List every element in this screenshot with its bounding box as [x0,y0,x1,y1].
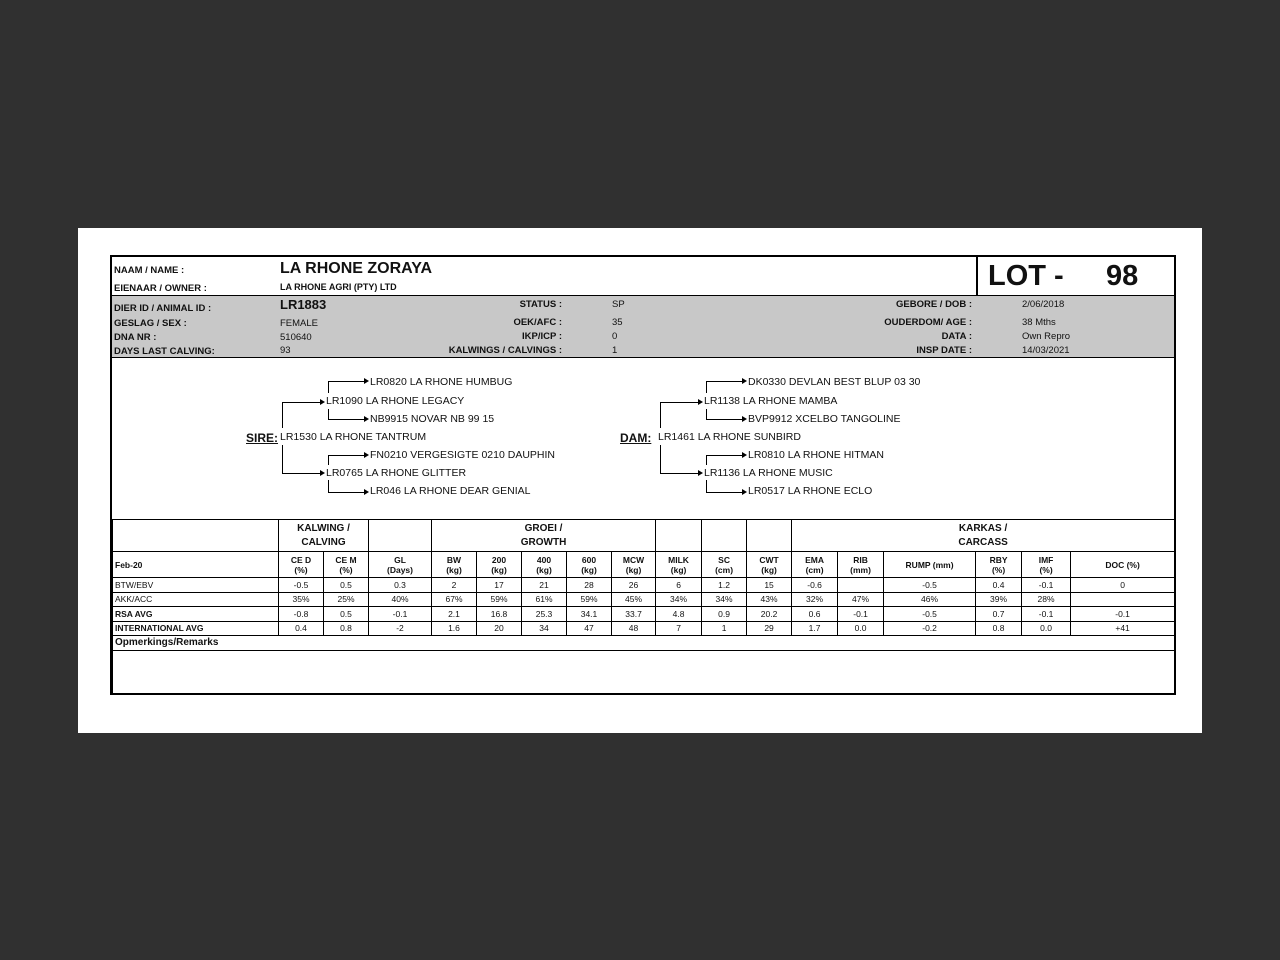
table-cell: 0.6 [792,607,838,622]
column-header: RIB (mm) [838,552,884,578]
lot-number: 98 [1106,260,1139,292]
table-cell: 0.5 [324,607,369,622]
dam-sire-sire-name: DK0330 DEVLAN BEST BLUP 03 30 [748,376,921,388]
arrow-icon [742,378,747,384]
table-cell: 35% [279,592,324,607]
table-row [113,592,1175,607]
table-cell: 0.0 [838,621,884,636]
arrow-icon [698,470,703,476]
table-cell: -0.1 [369,607,432,622]
table-cell: -0.5 [884,607,976,622]
row-label: BTW/EBV [113,578,279,593]
table-cell: 43% [747,592,792,607]
table-cell: 0.4 [976,578,1022,593]
table-cell: 25% [324,592,369,607]
table-cell: 34 [522,621,567,636]
table-cell: 29 [747,621,792,636]
arrow-icon [742,489,747,495]
table-cell: 61% [522,592,567,607]
remarks-area-row [113,650,1175,694]
sire-tree-line [282,402,283,428]
table-cell: 59% [567,592,612,607]
days-last-calving-value: 93 [280,345,291,356]
table-cell: 28% [1022,592,1071,607]
column-header: CE D (%) [279,552,324,578]
sire-tree-line [328,409,329,419]
table-cell: 39% [976,592,1022,607]
insp-date-value: 14/03/2021 [1022,345,1070,356]
table-cell: 4.8 [656,607,702,622]
column-header: MILK (kg) [656,552,702,578]
dob-value: 2/06/2018 [1022,299,1065,310]
table-cell: 17 [477,578,522,593]
sire-dam-sire-name: FN0210 VERGESIGTE 0210 DAUPHIN [370,449,555,461]
table-cell: -0.1 [1022,578,1071,593]
sex-value: FEMALE [280,318,319,329]
dam-sire-dam-name: BVP9912 XCELBO TANGOLINE [748,413,901,425]
column-header: BW (kg) [432,552,477,578]
dam-tree-line [706,381,744,382]
dam-dam-name: LR1136 LA RHONE MUSIC [704,467,833,479]
table-cell: 34% [656,592,702,607]
dna-value: 510640 [280,332,312,343]
column-header: 200 (kg) [477,552,522,578]
table-row [113,621,1175,636]
row-label: AKK/ACC [113,592,279,607]
table-group-header-row [113,520,1175,552]
sire-sire-name: LR1090 LA RHONE LEGACY [326,395,465,407]
dam-tree-line [706,480,707,492]
table-cell: -0.8 [279,607,324,622]
dam-tree-line [660,445,661,473]
dam-dam-dam-name: LR0517 LA RHONE ECLO [748,485,873,497]
table-cell: 2 [432,578,477,593]
owner-name: LA RHONE AGRI (PTY) LTD [280,282,397,292]
table-cell: 7 [656,621,702,636]
arrow-icon [364,489,369,495]
table-cell: -2 [369,621,432,636]
column-header: CWT (kg) [747,552,792,578]
dam-tree-line [706,409,707,419]
table-cell: 28 [567,578,612,593]
column-header: RUMP (mm) [884,552,976,578]
table-cell: 0.8 [976,621,1022,636]
table-cell: 25.3 [522,607,567,622]
column-header: 600 (kg) [567,552,612,578]
table-cell: -0.1 [838,607,884,622]
table-cell: 0.0 [1022,621,1071,636]
afc-value: 35 [612,317,623,328]
sire-sire-sire-name: LR0820 LA RHONE HUMBUG [370,376,513,388]
column-header: DOC (%) [1071,552,1175,578]
insp-date-label: INSP DATE : [916,345,972,356]
sire-tree-line [328,480,329,492]
table-cell: 45% [612,592,656,607]
dam-tree-line [706,419,744,420]
lot-card [110,255,1176,695]
table-cell: 1.2 [702,578,747,593]
calvings-label: KALWINGS / CALVINGS : [448,345,562,356]
row-label: INTERNATIONAL AVG [113,621,279,636]
blank-cell [113,520,279,552]
table-cell: 26 [612,578,656,593]
blank-cell [656,520,702,552]
sire-dam-name: LR0765 LA RHONE GLITTER [326,467,467,479]
dam-label: DAM: [620,431,652,445]
table-cell: -0.1 [1022,607,1071,622]
table-cell: +41 [1071,621,1175,636]
calvings-value: 1 [612,345,618,356]
lot-box [976,257,1176,295]
ebv-table [112,519,1175,695]
afc-label: OEK/AFC : [513,317,562,328]
sire-tree-line [282,473,322,474]
blank-cell [369,520,432,552]
remarks-label: Opmerkings/Remarks [113,636,1175,651]
dob-label: GEBORE / DOB : [895,299,972,310]
table-cell: 2.1 [432,607,477,622]
sire-sire-dam-name: NB9915 NOVAR NB 99 15 [370,413,495,425]
arrow-icon [742,416,747,422]
icp-value: 0 [612,331,618,342]
dam-tree-line [706,381,707,393]
status-value: SP [612,299,625,310]
animal-id-value: LR1883 [280,297,327,312]
table-cell: 0.5 [324,578,369,593]
dam-tree-line [660,402,700,403]
animal-id-label: DIER ID / ANIMAL ID : [114,303,212,314]
table-cell: -0.6 [792,578,838,593]
growth-group-header: GROEI / GROWTH [432,520,656,552]
dam-tree-line [706,492,744,493]
sire-name: LR1530 LA RHONE TANTRUM [280,431,427,443]
table-cell: 0.3 [369,578,432,593]
table-cell [838,578,884,593]
dam-tree-line [660,402,661,428]
animal-name: LA RHONE ZORAYA [280,260,433,277]
remarks-row [113,636,1175,651]
dna-label: DNA NR : [114,332,157,343]
sire-tree-line [328,419,366,420]
sire-tree-line [328,381,366,382]
table-cell: -0.5 [279,578,324,593]
arrow-icon [320,470,325,476]
table-cell: -0.1 [1071,607,1175,622]
table-cell: 48 [612,621,656,636]
table-cell: 6 [656,578,702,593]
calving-group-header: KALWING / CALVING [279,520,369,552]
data-value: Own Repro [1022,331,1071,342]
age-label: OUDERDOM/ AGE : [884,317,972,328]
table-cell: 0.4 [279,621,324,636]
table-row [113,607,1175,622]
table-cell: 32% [792,592,838,607]
column-header: IMF (%) [1022,552,1071,578]
sire-tree-line [282,445,283,473]
period-label: Feb-20 [113,552,279,578]
sire-dam-dam-name: LR046 LA RHONE DEAR GENIAL [370,485,531,497]
arrow-icon [364,416,369,422]
column-header: CE M (%) [324,552,369,578]
table-cell: 34% [702,592,747,607]
arrow-icon [320,399,325,405]
sex-label: GESLAG / SEX : [114,318,187,329]
table-cell: 67% [432,592,477,607]
column-header: EMA (cm) [792,552,838,578]
table-cell: 1 [702,621,747,636]
table-cell: 20 [477,621,522,636]
arrow-icon [364,378,369,384]
data-label: DATA : [941,331,972,342]
carcass-group-header: KARKAS / CARCASS [792,520,1175,552]
table-cell: 0.9 [702,607,747,622]
animal-info-band [112,295,1174,358]
sire-tree-line [328,455,329,465]
table-cell: 15 [747,578,792,593]
table-cell: 46% [884,592,976,607]
remarks-area [113,650,1175,694]
sire-tree-line [328,381,329,393]
arrow-icon [364,452,369,458]
table-cell [1071,592,1175,607]
table-cell: 34.1 [567,607,612,622]
blank-cell [702,520,747,552]
dam-dam-sire-name: LR0810 LA RHONE HITMAN [748,449,884,461]
table-column-header-row [113,552,1175,578]
table-cell: 47 [567,621,612,636]
name-label: NAAM / NAME : [114,265,185,276]
table-cell: 20.2 [747,607,792,622]
column-header: GL (Days) [369,552,432,578]
sire-tree-line [328,492,366,493]
blank-cell [747,520,792,552]
dam-name: LR1461 LA RHONE SUNBIRD [658,431,801,443]
row-label: RSA AVG [113,607,279,622]
table-cell: 33.7 [612,607,656,622]
age-value: 38 Mths [1022,317,1056,328]
arrow-icon [742,452,747,458]
table-cell: 16.8 [477,607,522,622]
table-cell: 21 [522,578,567,593]
dam-sire-name: LR1138 LA RHONE MAMBA [704,395,838,407]
table-cell: 0.8 [324,621,369,636]
table-cell: 0.7 [976,607,1022,622]
dam-tree-line [706,455,744,456]
sire-tree-line [282,402,322,403]
table-cell: 47% [838,592,884,607]
dam-tree-line [706,455,707,465]
dam-tree-line [660,473,700,474]
table-cell: 0 [1071,578,1175,593]
sire-label: SIRE: [246,431,279,445]
column-header: SC (cm) [702,552,747,578]
arrow-icon [698,399,703,405]
table-cell: 40% [369,592,432,607]
days-last-calving-label: DAYS LAST CALVING: [114,346,215,357]
owner-label: EIENAAR / OWNER : [114,283,207,294]
lot-label: LOT - [988,260,1064,292]
column-header: RBY (%) [976,552,1022,578]
column-header: MCW (kg) [612,552,656,578]
table-cell: -0.2 [884,621,976,636]
table-row [113,578,1175,593]
status-label: STATUS : [519,299,562,310]
column-header: 400 (kg) [522,552,567,578]
icp-label: IKP/ICP : [522,331,562,342]
table-cell: 59% [477,592,522,607]
table-cell: 1.7 [792,621,838,636]
sire-tree-line [328,455,366,456]
table-cell: -0.5 [884,578,976,593]
table-cell: 1.6 [432,621,477,636]
